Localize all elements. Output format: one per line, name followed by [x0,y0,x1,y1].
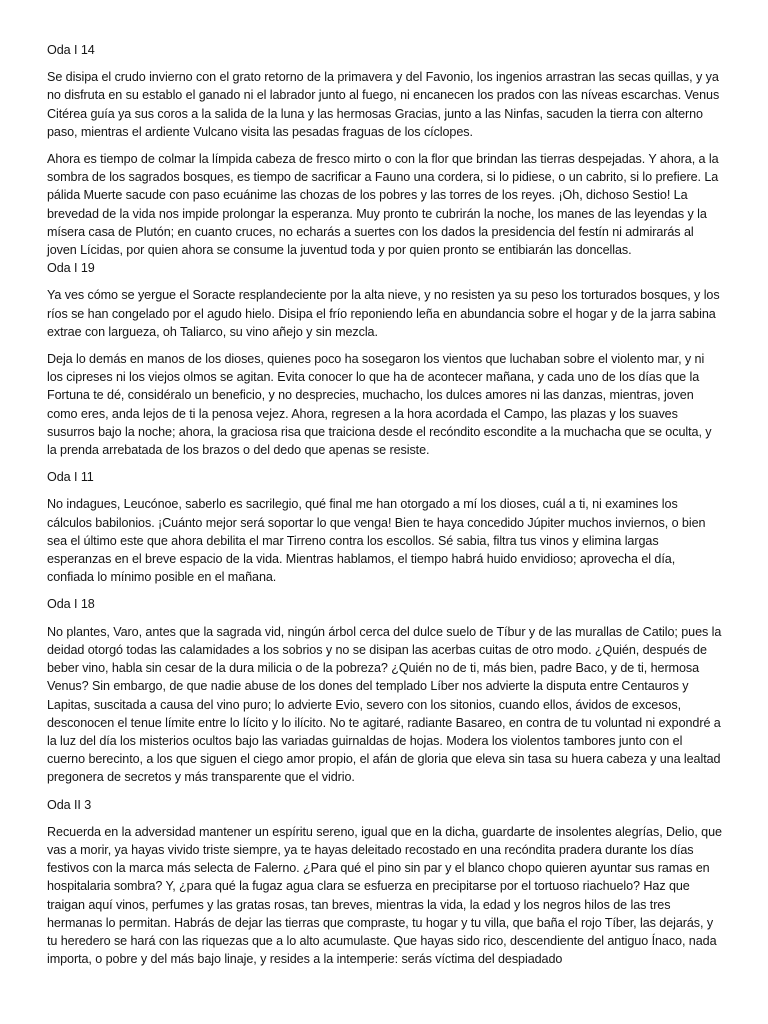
ode-title: Oda I 14 [47,43,95,57]
ode-section [47,595,723,786]
ode-paragraph: Deja lo demás en manos de los dioses, quienes poco ha sosegaron los vientos que luchaban sobre el violento mar, y ni los cipreses ni los viejos olmos se agitan. Evita conocer lo que ha de acontecer mañana, y cada uno de los días que la Fortuna te dé, considéralo un beneficio, y no desprecies, muchacho, los dulces amores ni las danzas, mientras, joven como eres, anda lejos de ti la penosa vejez. Ahora, regresen a la hora acordada el Campo, las plazas y los suaves susurros bajo la noche; ahora, la graciosa risa que traiciona desde el recóndito escondite a la muchacha que se oculta, y la prenda arrebatada de los brazos o del dedo que apenas se resiste. [47,352,712,458]
ode-paragraph: Se disipa el crudo invierno con el grato retorno de la primavera y del Favonio, los ingenios arrastran las secas quillas, y ya no disfruta en su establo el ganado ni el labrador junto al fuego, ni encanecen los prados con las níveas escarchas. Venus Citérea guía ya sus coros a la salida de la luna y las hermosas Gracias, junto a las Ninfas, sacuden la tierra con alterno paso, mientras el ardiente Vulcano visita las pesadas fraguas de los cíclopes. [47,70,720,139]
ode-title: Oda II 3 [47,797,92,812]
ode-paragraph: Ahora es tiempo de colmar la límpida cabeza de fresco mirto o con la flor que brindan las tierras despejadas. Y ahora, a la sombra de los sagrados bosques, es tiempo de sacrificar a Fauno una cordera, si lo pidiese, o un cabrito, si lo prefiere. La pálida Muerte sacude con paso ecuánime las chozas de los pobres y las torres de los reyes. ¡Oh, dichoso Sestio! La brevedad de la vida nos impide prolongar la esperanza. Muy pronto te cubrirán la noche, los manes de las leyendas y la mísera casa de Plutón; en cuanto cruces, no echarás a suertes con los dados la presidencia del festín ni admirarás al joven Lícidas, por quien ahora se consume la juventud toda y por quien pronto se entibiarán las doncellas. [47,152,719,258]
ode-section [47,259,723,459]
ode-section [47,41,723,259]
ode-title: Oda I 18 [47,597,95,612]
document-page [47,41,723,977]
ode-section [47,468,723,586]
ode-paragraph: No plantes, Varo, antes que la sagrada vid, ningún árbol cerca del dulce suelo de Tíbur y de las murallas de Catilo; pues la deidad otorgó todas las calamidades a los sobrios y no se disipan las acerbas cuitas de otro modo. ¿Quién, después de beber vino, habla sin cesar de la dura milicia o de la pobreza? ¿Quién no de ti, más bien, padre Baco, y de ti, hermosa Venus? Sin embargo, de que nadie abuse de los dones del templado Líber nos advierte la disputa entre Centauros y Lapitas, suscitada a causa del vino puro; lo advierte Evio, severo con los sitonios, cuando ellos, ávidos de excesos, desconocen el tenue límite entre lo lícito y lo ilícito. No te agitaré, radiante Basareo, en contra de tu voluntad ni expondré a la luz del día los misterios ocultos bajo las variadas guirnaldas de hojas. Modera los violentos tambores junto con el cuerno berecinto, a los que siguen el ciego amor propio, el afán de gloria que eleva sin tasa su huera cabeza y una lealtad pregonera de secretos y más transparente que el vidrio. [47,624,722,785]
ode-paragraph: No indagues, Leucónoe, saberlo es sacrilegio, qué final me han otorgado a mí los dioses, cuál a ti, ni examines los cálculos babilonios. ¡Cuánto mejor será soportar lo que venga! Bien te haya concedido Júpiter muchos inviernos, o bien sea el último este que ahora debilita el mar Tirreno contra los escollos. Sé sabia, filtra tus vinos y elimina largas esperanzas en el breve espacio de la vida. Mientras hablamos, el tiempo habrá huido envidioso; aprovecha el día, confiada lo mínimo posible en el mañana. [47,497,706,585]
ode-title: Oda I 19 [47,261,95,276]
ode-paragraph: Recuerda en la adversidad mantener un espíritu sereno, igual que en la dicha, guardarte de insolentes alegrías, Delio, que vas a morir, ya hayas vivido triste siempre, ya te hayas deleitado recostado en una recóndita pradera durante los días festivos con la marca más selecta de Falerno. ¿Para qué el pino sin par y el blanco chopo quieren ayuntar sus ramas en hospitalaria sombra? Y, ¿para qué la fugaz agua clara se esfuerza en precipitarse por el tortuoso riachuelo? Haz que traigan aquí vinos, perfumes y las gratas rosas, tan breves, mientras la vida, la edad y los negros hilos de las tres hermanas lo permitan. Habrás de dejar las tierras que compraste, tu hogar y tu villa, que baña el rojo Tíber, las dejarás, y tu heredero se hará con las riquezas que a lo alto acumulaste. Que hayas sido rico, descendiente del antiguo Ínaco, nada importa, o pobre y del más bajo linaje, y resides a la intemperie: serás víctima del despiadado [47,824,722,967]
ode-section [47,796,723,969]
ode-paragraph: Ya ves cómo se yergue el Soracte resplandeciente por la alta nieve, y no resisten ya su peso los torturados bosques, y los ríos se han congelado por el agudo hielo. Disipa el frío reponiendo leña en abundancia sobre el hogar y de la jarra sabina extrae con largueza, oh Taliarco, su vino añejo y sin mezcla. [47,288,720,339]
ode-title: Oda I 11 [47,470,94,485]
